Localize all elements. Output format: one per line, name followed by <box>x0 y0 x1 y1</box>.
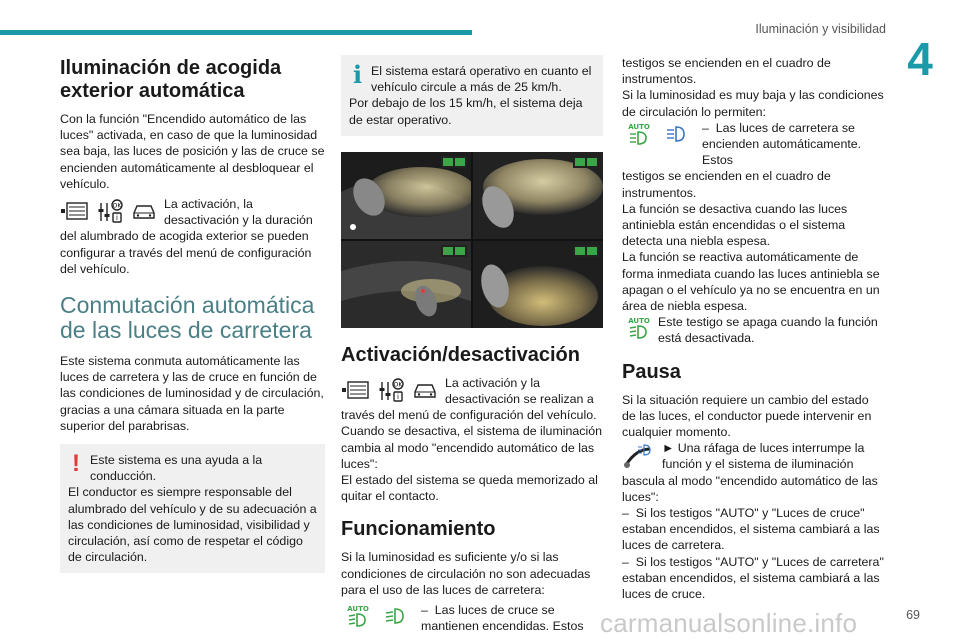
svg-text:i: i <box>397 392 399 401</box>
paragraph: testigos se encienden en el cuadro de instrumentos. <box>622 169 831 200</box>
flash-icons <box>622 440 656 471</box>
illustration-panel <box>473 241 603 328</box>
paragraph: La activación, la desactivación y la duración <box>164 197 313 228</box>
indicator-row <box>622 314 884 346</box>
auto-indicator-icon <box>345 603 371 629</box>
auto-label: AUTO <box>628 317 650 326</box>
paragraph: Cuando se desactiva, el sistema de iluminación cambia al modo "encendido automático de las luces": <box>341 424 603 471</box>
svg-text:i: i <box>116 214 118 223</box>
indicator-icons <box>341 602 407 629</box>
auto-label: AUTO <box>347 605 369 614</box>
indicator-icons <box>622 314 652 341</box>
menu-icons-row <box>341 375 603 407</box>
menu-icons <box>341 375 439 404</box>
menu-icons-row <box>60 196 325 228</box>
flash-text: Una ráfaga de luces interrumpe la función y el sistema de iluminación <box>662 441 865 472</box>
paragraph: Si la luminosidad es suficiente y/o si las condiciones de circulación no son adecuadas para el uso de las luces de carretera: <box>341 550 591 597</box>
watermark: carmanualsonline.info <box>600 608 858 638</box>
column-1 <box>60 55 325 573</box>
list-item: Si los testigos "AUTO" y "Luces de cruce" estaban encendidos, el sistema cambiará a las luces de carretera. <box>622 506 880 553</box>
paragraph: Si la luminosidad es muy baja y las condiciones de circulación lo permiten: <box>622 88 884 119</box>
paragraph: Este testigo se apaga cuando la función está desactivada. <box>658 315 878 346</box>
auto-indicator-icon <box>626 121 652 147</box>
indicator-text: Las luces de carretera se encienden automáticamente. Estos <box>702 120 862 168</box>
heading-activation: Activación/desactivación <box>341 343 580 366</box>
notice-text: Por debajo de los 15 km/h, el sistema deja de estar operativo. <box>349 96 583 127</box>
touchscreen-icon <box>60 200 90 222</box>
paragraph: Con la función "Encendido automático de las luces" activada, en caso de que la luminosidad sea baja, las luces de posición y las de cruce se encienden automáticamente al desbloquear el vehículo. <box>60 112 325 191</box>
header-accent-bar <box>0 30 472 35</box>
car-front-icon <box>411 380 439 400</box>
menu-icons <box>60 196 158 225</box>
settings-sliders-icon <box>377 376 405 404</box>
paragraph: Si la situación requiere un cambio del estado de las luces, el conductor puede intervenir en cualquier momento. <box>622 392 872 440</box>
warning-exclamation-icon: ! <box>72 450 80 478</box>
notice-text: Este sistema es una ayuda a la conducción. <box>90 453 263 484</box>
touchscreen-icon <box>341 379 371 401</box>
low-beam-icon <box>383 606 407 626</box>
indicator-text: Las luces de cruce se mantienen encendidas. Estos <box>421 603 584 634</box>
chapter-number: 4 <box>907 33 933 85</box>
svg-text:OK: OK <box>112 202 122 210</box>
indicator-row <box>341 602 603 634</box>
warning-notice <box>60 444 325 573</box>
paragraph: través del menú de configuración del vehículo. <box>341 408 597 423</box>
settings-sliders-icon <box>96 197 124 225</box>
illustration-panel <box>473 152 603 239</box>
paragraph: del alumbrado de acogida exterior se pueden configurar a través del menú de configuración del vehículo. <box>60 229 312 276</box>
paragraph: El estado del sistema se queda memorizado al quitar el contacto. <box>341 473 598 504</box>
paragraph: testigos se encienden en el cuadro de instrumentos. <box>622 56 831 87</box>
header-title: Iluminación y visibilidad <box>755 22 886 36</box>
flash-row <box>622 440 884 472</box>
page-number: 69 <box>906 608 920 622</box>
heading-auto-high-beam: Conmutación automática de las luces de carretera <box>60 292 315 344</box>
heading-operation: Funcionamiento <box>341 518 496 541</box>
paragraph: bascula al modo "encendido automático de las luces": <box>622 473 878 504</box>
high-beam-icon <box>664 124 688 144</box>
heading-welcome-lighting: Iluminación de acogida exterior automática <box>60 57 282 102</box>
info-icon: i <box>353 60 363 89</box>
indicator-icons <box>622 120 688 147</box>
paragraph: La función se reactiva automáticamente de forma inmediata cuando las luces antiniebla se apagan o el vehículo ya no se encuentra en un área de niebla espesa. <box>622 250 880 314</box>
illustration-night-driving <box>341 152 603 328</box>
auto-label: AUTO <box>628 122 650 131</box>
paragraph: La activación y la desactivación se realizan a <box>445 375 594 407</box>
paragraph <box>656 440 884 472</box>
notice-text: El conductor es siempre responsable del alumbrado del vehículo y de su adecuación a las condiciones de luminosidad, visibilidad y circulación, así como de respetar el código de circulación. <box>68 485 317 565</box>
indicator-row <box>622 120 884 169</box>
headlight-flash-stalk-icon <box>622 441 656 471</box>
paragraph: – Si los testigos "AUTO" y "Luces de cruce" estaban encendidos, el sistema cambiará a las luces de carretera. <box>622 506 880 553</box>
notice-text: El sistema estará operativo en cuanto el vehículo circule a más de 25 km/h. <box>371 64 592 95</box>
auto-indicator-icon <box>626 315 652 341</box>
paragraph: – Las luces de cruce se mantienen encendidas. Estos <box>421 603 584 634</box>
illustration-panel <box>341 241 471 328</box>
column-2 <box>341 55 603 634</box>
info-notice <box>341 55 603 136</box>
heading-pause: Pausa <box>622 360 681 383</box>
paragraph: – Las luces de carretera se encienden automáticamente. Estos <box>702 120 862 168</box>
paragraph: La función se desactiva cuando las luces antiniebla están encendidas o el sistema detecta una niebla espesa. <box>622 201 848 249</box>
arrow-icon: ► <box>662 441 675 456</box>
illustration-panel <box>341 152 471 239</box>
list-item: Si los testigos "AUTO" y "Luces de carretera" estaban encendidos, el sistema cambiará a las luces de cruce. <box>622 554 884 602</box>
column-3 <box>622 55 884 602</box>
svg-text:OK: OK <box>393 381 403 389</box>
paragraph: Este sistema conmuta automáticamente las luces de carretera y las de cruce en función de las condiciones de luminosidad y de circulación, gracias a una cámara situada en la parte superior del parabrisas. <box>60 354 324 433</box>
car-front-icon <box>130 201 158 221</box>
paragraph: – Si los testigos "AUTO" y "Luces de carretera" estaban encendidos, el sistema cambiará a las luces de cruce. <box>622 554 884 602</box>
